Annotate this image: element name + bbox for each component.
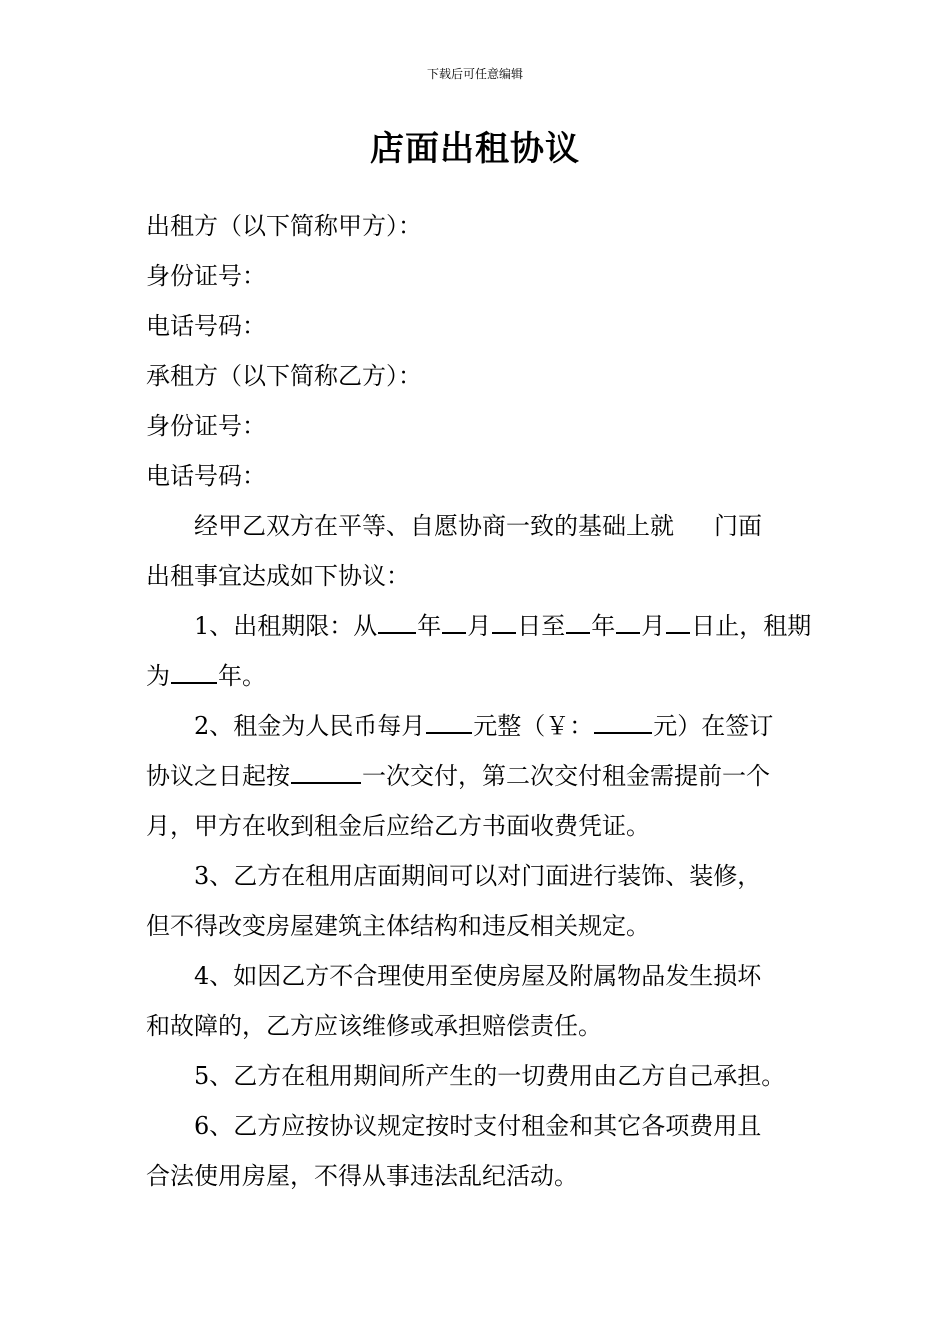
clause-4-line-1: 4、如因乙方不合理使用至使房屋及附属物品发生损坏 xyxy=(194,962,762,990)
start-month-blank xyxy=(442,602,466,634)
clause-6-line-1: 6、乙方应按协议规定按时支付租金和其它各项费用且 xyxy=(194,1112,762,1140)
monthly-rent-blank xyxy=(426,702,472,734)
rent-amount-blank xyxy=(594,702,652,734)
clause-1-text: 年 xyxy=(417,612,442,640)
end-month-blank xyxy=(616,602,640,634)
clause-2-text: 协议之日起按 xyxy=(146,762,290,790)
clause-1-line-1 xyxy=(146,601,812,651)
lessor-id-field: 身份证号： xyxy=(146,262,266,290)
lessor-field: 出租方（以下简称甲方）： xyxy=(146,212,422,240)
lessee-field: 承租方（以下简称乙方）： xyxy=(146,362,422,390)
clause-1-text: 日至 xyxy=(517,612,566,640)
intro-line-2: 出租事宜达成如下协议： xyxy=(146,562,410,590)
start-day-blank xyxy=(492,602,516,634)
clause-5-line-1: 5、乙方在租用期间所产生的一切费用由乙方自己承担。 xyxy=(194,1062,786,1090)
clause-6-line-2: 合法使用房屋，不得从事违法乱纪活动。 xyxy=(146,1162,578,1190)
start-year-blank xyxy=(378,602,416,634)
clause-1-text: 月 xyxy=(467,612,492,640)
document-title: 店面出租协议 xyxy=(370,129,580,169)
clause-1-text: 年。 xyxy=(218,662,266,690)
clause-1-text: 日止，租期 xyxy=(691,612,812,640)
clause-2-line-2 xyxy=(146,751,808,801)
clause-3-line-1: 3、乙方在租用店面期间可以对门面进行装饰、装修， xyxy=(194,862,762,890)
clause-3-line-2: 但不得改变房屋建筑主体结构和违反相关规定。 xyxy=(146,912,650,940)
clause-1-text: 为 xyxy=(146,662,170,690)
clause-1-text: 月 xyxy=(641,612,666,640)
lessee-phone-field: 电话号码： xyxy=(146,462,266,490)
clause-2-text: 2、租金为人民币每月 xyxy=(194,712,426,740)
clause-2-text: 元）在签订 xyxy=(653,712,774,740)
lessee-id-field: 身份证号： xyxy=(146,412,266,440)
header-note: 下载后可任意编辑 xyxy=(426,67,523,81)
end-day-blank xyxy=(666,602,690,634)
lessor-phone-field: 电话号码： xyxy=(146,312,266,340)
clause-2-line-1 xyxy=(146,701,808,751)
payment-period-blank xyxy=(291,752,361,784)
clause-1-line-2 xyxy=(146,651,808,701)
clause-4-line-2: 和故障的，乙方应该维修或承担赔偿责任。 xyxy=(146,1012,602,1040)
clause-1-text: 1、出租期限：从 xyxy=(194,612,378,640)
lease-term-blank xyxy=(171,652,217,684)
clause-2-text: 元整（￥： xyxy=(473,712,594,740)
intro-text-b: 门面 xyxy=(714,512,762,540)
document-body xyxy=(146,201,812,1201)
clause-2-text: 一次交付，第二次交付租金需提前一个 xyxy=(362,762,770,790)
clause-1-text: 年 xyxy=(591,612,616,640)
clause-2-line-3: 月，甲方在收到租金后应给乙方书面收费凭证。 xyxy=(146,812,650,840)
intro-text-a: 经甲乙双方在平等、自愿协商一致的基础上就 xyxy=(194,512,674,540)
intro-line-1 xyxy=(146,501,808,551)
end-year-blank xyxy=(566,602,590,634)
